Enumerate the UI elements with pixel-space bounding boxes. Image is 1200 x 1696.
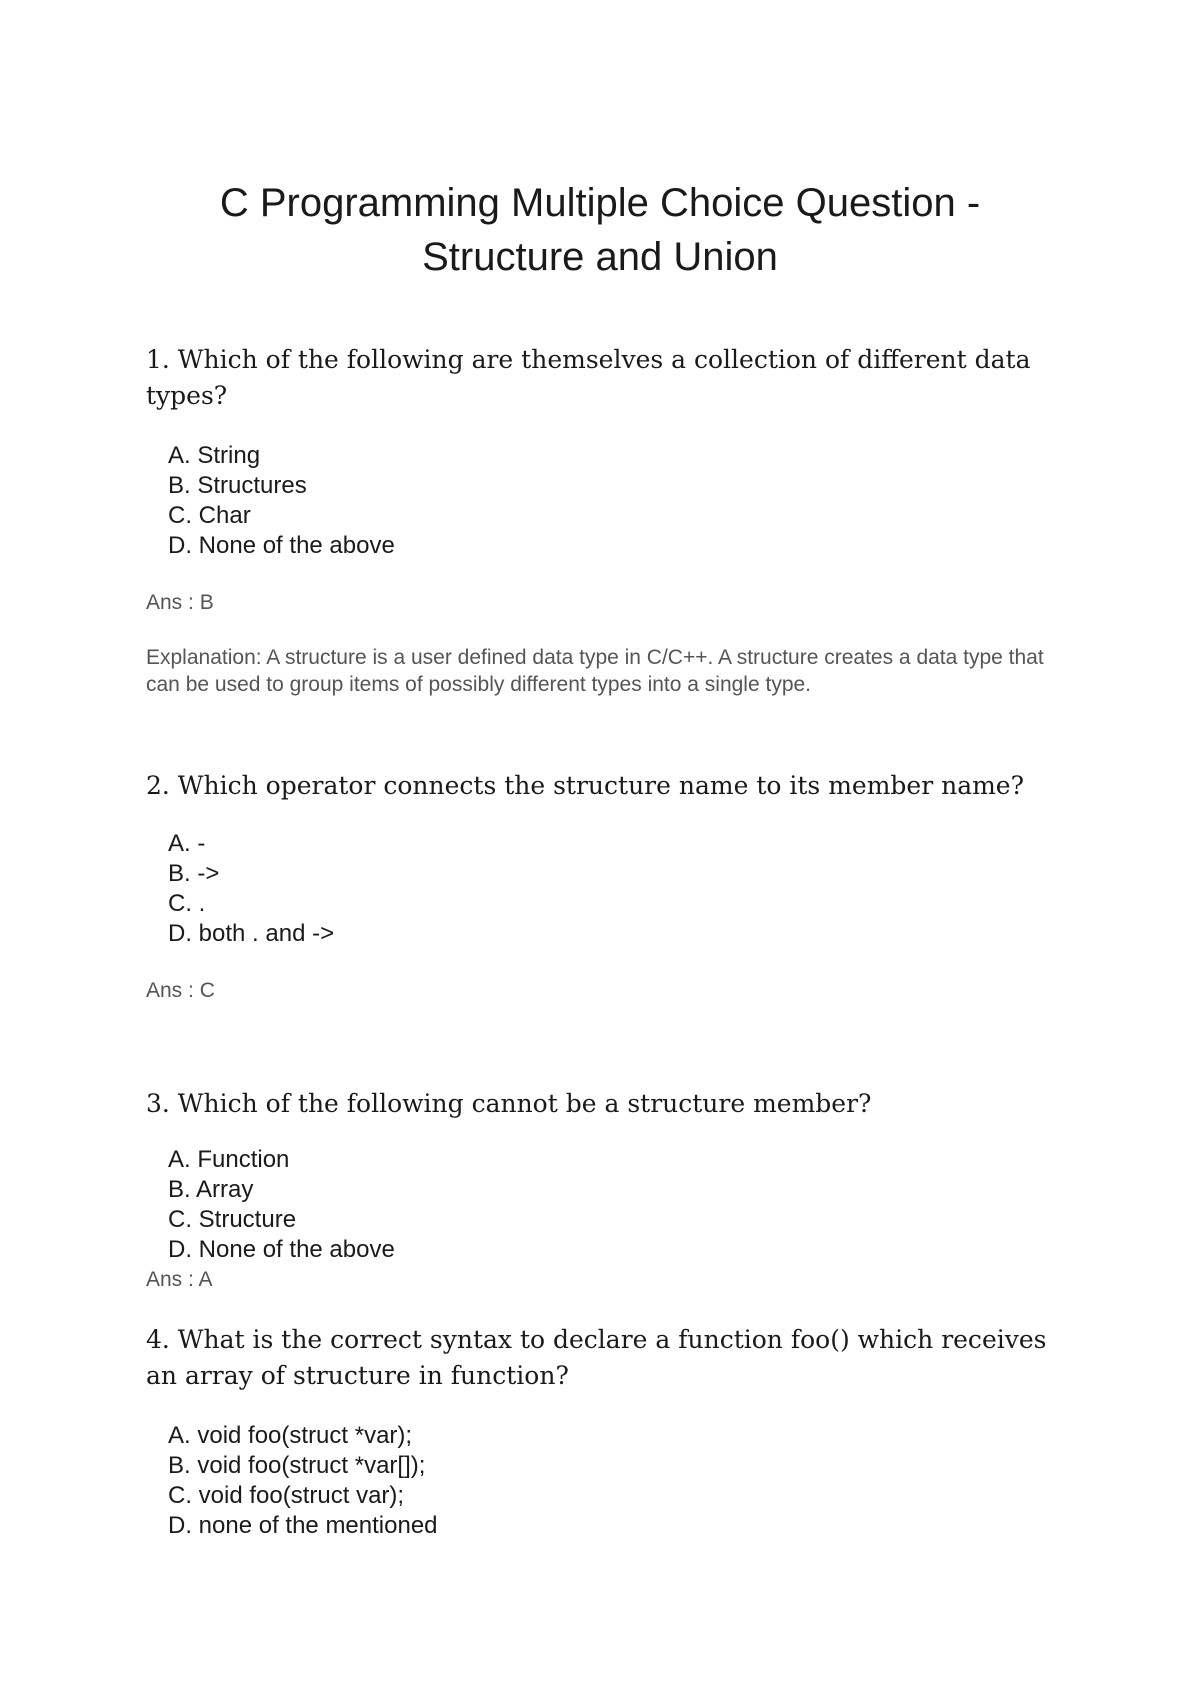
question-1-options — [146, 441, 1098, 561]
question-1-explanation: Explanation: A structure is a user defined data type in C/C++. A structure creates a data type that can be used to group items of possibly different types into a single type. — [146, 646, 1044, 696]
option-c: C. Char — [168, 502, 251, 529]
option-a: A. void foo(struct *var); — [168, 1422, 413, 1449]
option-b: B. Structures — [168, 472, 307, 499]
option-b: B. -> — [168, 860, 220, 887]
question-text: 4. What is the correct syntax to declare a function foo() which receives an array of structure in function? — [146, 1325, 1047, 1390]
page-title-line-2: Structure and Union — [422, 235, 778, 279]
option-a: A. Function — [168, 1146, 290, 1173]
question-3-options — [146, 1145, 1098, 1265]
question-text: 1. Which of the following are themselves a collection of different data types? — [146, 345, 1031, 410]
question-2-options — [146, 829, 1098, 949]
option-c: C. void foo(struct var); — [168, 1482, 405, 1509]
option-c: C. . — [168, 890, 206, 917]
question-text: 3. Which of the following cannot be a structure member? — [146, 1089, 872, 1118]
option-d: D. none of the mentioned — [168, 1512, 438, 1539]
question-text: 2. Which operator connects the structure name to its member name? — [146, 771, 1025, 800]
question-3 — [146, 1086, 1076, 1122]
page-title — [0, 176, 1200, 284]
question-4-options — [146, 1421, 1098, 1541]
question-4 — [146, 1322, 1076, 1394]
page-title-line-1: C Programming Multiple Choice Question - — [219, 181, 981, 225]
question-2 — [146, 768, 1076, 804]
option-d: D. None of the above — [168, 1236, 395, 1263]
option-d: D. both . and -> — [168, 920, 335, 947]
question-3-answer: Ans : A — [146, 1268, 213, 1291]
option-b: B. void foo(struct *var[]); — [168, 1452, 426, 1479]
question-1 — [146, 342, 1076, 414]
option-a: A. String — [168, 442, 261, 469]
question-1-answer: Ans : B — [146, 591, 214, 614]
option-b: B. Array — [168, 1176, 254, 1203]
option-d: D. None of the above — [168, 532, 395, 559]
option-a: A. - — [168, 830, 206, 857]
option-c: C. Structure — [168, 1206, 297, 1233]
question-2-answer: Ans : C — [146, 979, 215, 1002]
